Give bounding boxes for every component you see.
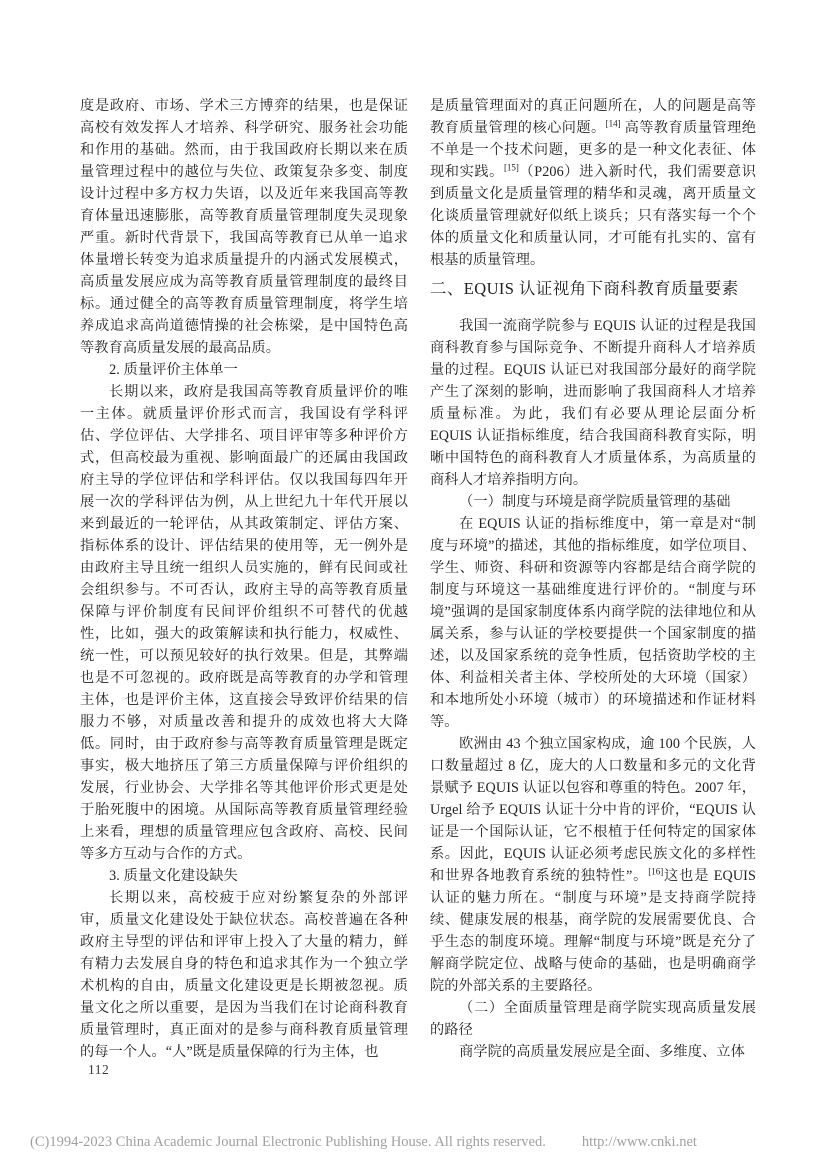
paragraph: 长期以来，政府是我国高等教育质量评价的唯一主体。就质量评价形式而言，我国设有学科评估、学位评估、大学排名、项目评审等多种评价方式，但高校最为重视、影响面最广的还属由我国政府主导的学位评估和学科评估。仅以我国每四年开展一次的学科评估为例，从上世纪九十年代开展以来到最近的一轮评估，从其政策制定、评估方案、指标体系的设计、评估结果的使用等，无一例外是由政府主导且统一组织人员实施的，鲜有民间或社会组织参与。不可否认，政府主导的高等教育质量保障与评价制度有民间评价组织不可替代的优越性，比如，强大的政策解读和执行能力，权威性、统一性，可以预见较好的执行效果。但是，其弊端也是不可忽视的。政府既是高等教育的办学和管理主体，也是评价主体，这直接会导致评价结果的信服力不够，对质量改善和提升的成效也将大大降低。同时，由于政府参与高等教育质量管理是既定事实，极大地挤压了第三方质量保障与评价组织的发展，行业协会、大学排名等其他评价形式更是处于胎死腹中的困境。从国际高等教育质量管理经验上来看，理想的质量管理应包含政府、高校、民间等多方互动与合作的方式。 — [80, 384, 408, 862]
paragraph: 我国一流商学院参与 EQUIS 认证的过程是我国商科教育参与国际竞争、不断提升商科人才培养质量的过程。EQUIS 认证已对我国部分最好的商学院产生了深刻的影响，进而影响了我国商科人才培养质量标准。为此，我们有必要从理论层面分析 EQUIS 认证指标维度，结合我国商科教育实际，明晰中国特色的商科教育人才质量体系，为高质量的商科人才培养指明方向。 — [430, 318, 756, 488]
page-number: 112 — [88, 1062, 110, 1077]
right-text-column — [430, 95, 756, 1063]
subsection-heading: 2. 质量评价主体单一 — [109, 362, 238, 378]
section-heading: 二、EQUIS 认证视角下商科教育质量要素 — [430, 279, 739, 298]
paragraph: 欧洲由 43 个独立国家构成，逾 100 个民族，人口数量超过 8 亿，庞大的人口数量和多元的文化背景赋予 EQUIS 认证以包容和尊重的特色。2007 年，Urgel 给予 EQUIS 认证十分中肯的评价，“EQUIS 认证是一个国际认证，它不根植于任何特定的国家体系。因此，EQUIS 认证必须考虑民族文化的多样性和世界各地教育系统的独特性”。[16]这也是 EQUIS 认证的魅力所在。“制度与环境”是支持商学院持续、健康发展的根基，商学院的发展需要优良、合乎生态的制度环境。理解“制度与环境”既是充分了解商学院定位、战略与使命的基础，也是明确商学院的外部关系的主要路径。 — [430, 736, 756, 994]
subsection-heading: （一）制度与环境是商学院质量管理的基础 — [459, 494, 731, 510]
footnote-reference: [16] — [648, 866, 664, 877]
left-text-column — [80, 95, 408, 1063]
footnote-reference: [14] — [605, 118, 621, 129]
footnote-reference: [15] — [503, 162, 519, 173]
subsection-heading: 3. 质量文化建设缺失 — [109, 868, 238, 884]
paragraph: 是质量管理面对的真正问题所在，人的问题是高等教育质量管理的核心问题。[14] 高等教育质量管理绝不单是一个技术问题，更多的是一种文化表征、体现和实践。[15]（P206）进入新时代，我们需要意识到质量文化是质量管理的精华和灵魂，离开质量文化谈质量管理就好似纸上谈兵；只有落实每一个个体的质量文化和质量认同，才可能有扎实的、富有根基的质量管理。 — [430, 98, 756, 268]
paragraph: 度是政府、市场、学术三方博弈的结果，也是保证高校有效发挥人才培养、科学研究、服务社会功能和作用的基础。然而，由于我国政府长期以来在质量管理过程中的越位与失位、政策复杂多变、制度设计过程中多方权力失语，以及近年来我国高等教育体量迅速膨胀，高等教育质量管理制度失灵现象严重。新时代背景下，我国高等教育已从单一追求体量增长转变为追求质量提升的内涵式发展模式，高质量发展应成为高等教育质量管理制度的最终目标。通过健全的高等教育质量管理制度，将学生培养成追求高尚道德情操的社会栋梁，是中国特色高等教育高质量发展的最高品质。 — [80, 98, 408, 356]
subsection-heading: （二）全面质量管理是商学院实现高质量发展的路径 — [430, 1000, 756, 1038]
footer — [30, 1134, 800, 1151]
copyright-text: (C)1994-2023 China Academic Journal Electronic Publishing House. All rights reserved. — [30, 1134, 546, 1150]
paragraph: 长期以来，高校疲于应对纷繁复杂的外部评审，质量文化建设处于缺位状态。高校普遍在各种政府主导型的评估和评审上投入了大量的精力，鲜有精力去发展自身的特色和追求其作为一个独立学术机构的自由，质量文化建设更是长期被忽视。质量文化之所以重要，是因为当我们在讨论商科教育质量管理时，真正面对的是参与商科教育质量管理的每一个人。“人”既是质量保障的行为主体，也 — [80, 890, 408, 1060]
paragraph: 在 EQUIS 认证的指标维度中，第一章是对“制度与环境”的描述，其他的指标维度，如学位项目、学生、师资、科研和资源等内容都是结合商学院的制度与环境这一基础维度进行评价的。“制度与环境”强调的是国家制度体系内商学院的法律地位和从属关系，参与认证的学校要提供一个国家制度的描述，以及国家系统的竞争性质，包括资助学校的主体、利益相关者主体、学校所处的大环境（国家）和本地所处小环境（城市）的环境描述和作证材料等。 — [430, 516, 756, 730]
cnki-url: http://www.cnki.net — [581, 1134, 697, 1150]
paragraph: 商学院的高质量发展应是全面、多维度、立体 — [459, 1044, 745, 1060]
